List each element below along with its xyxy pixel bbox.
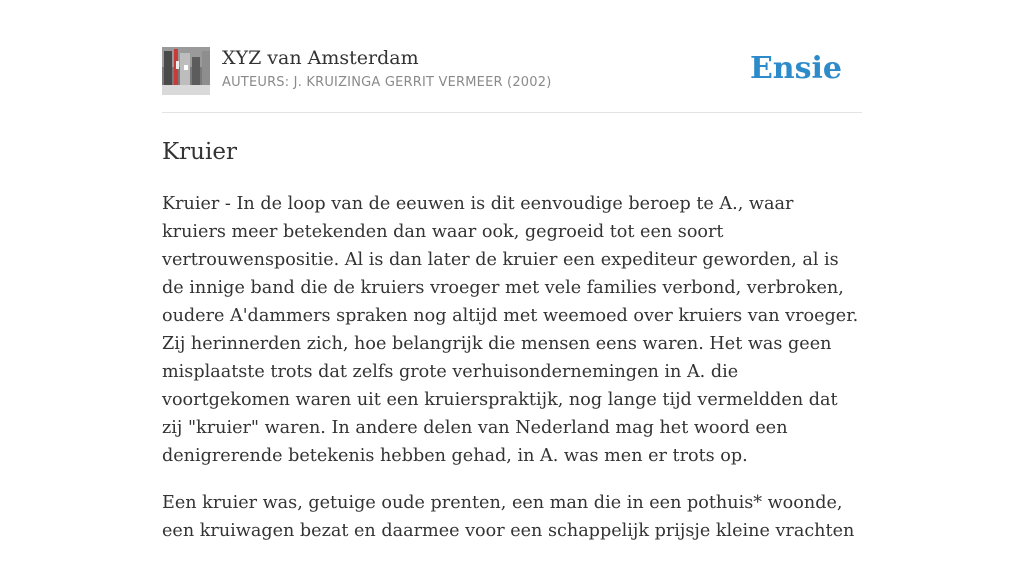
book-header [162,0,862,113]
entry-title: Kruier [162,139,237,165]
book-authors: AUTEURS: J. KRUIZINGA GERRIT VERMEER (2002) [222,75,552,90]
content-container [162,0,862,541]
entry-body [162,190,862,564]
book-cover-image [162,47,210,95]
entry-paragraph-2: Een kruier was, getuige oude prenten, een man die in een pothuis* woonde, een kruiwagen bezat en daarmee voor een schappelijk prijsje kleine vrachten [162,493,855,541]
entry-paragraph-1: Kruier - In de loop van de eeuwen is dit eenvoudige beroep te A., waar kruiers meer betekenden dan waar ook, gegroeid tot een soort vertrouwenspositie. Al is dan later de kruier een expediteur geworden, al is de innige band die de kruiers vroeger met vele families verbond, verbroken, oudere A'dammers spraken nog altijd met weemoed over kruiers van vroeger. Zij herinnerden zich, hoe belangrijk die mensen eens waren. Het was geen misplaatste trots dat zelfs grote verhuisondernemingen in A. die voortgekomen waren uit een kruierspraktijk, nog lange tijd vermeldden dat zij "kruier" waren. In andere delen van Nederland mag het woord een denigrerende betekenis hebben gehad, in A. was men er trots op. [162,194,859,466]
book-title[interactable]: XYZ van Amsterdam [222,47,419,69]
book-cover-avatar[interactable] [162,47,210,95]
ensie-logo[interactable]: Ensie [749,51,842,86]
